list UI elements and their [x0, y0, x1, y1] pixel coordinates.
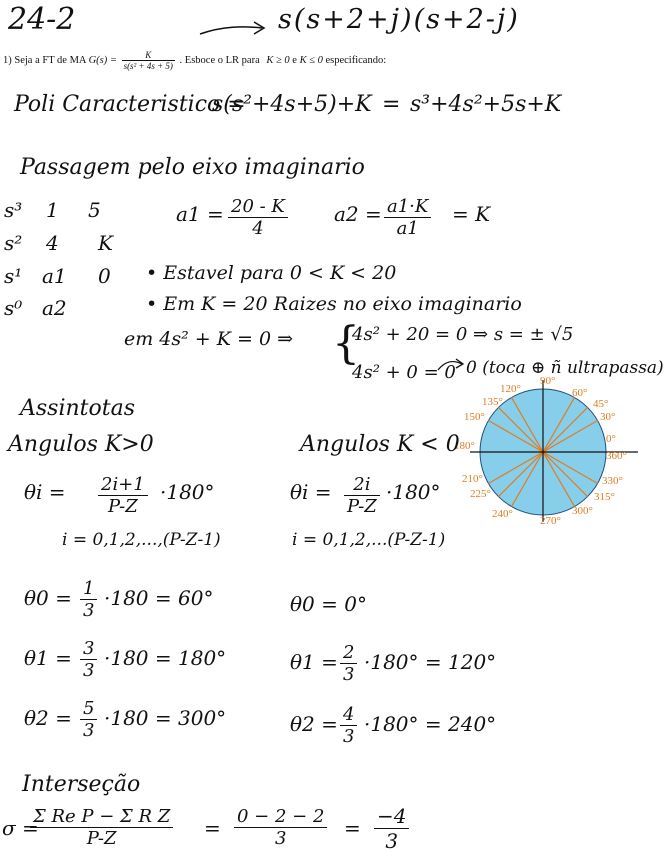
theta1-kneg-fraction — [340, 642, 357, 685]
theta-i-kneg-numerator: 2i — [344, 474, 380, 496]
theta-i-kpos-numerator: 2i+1 — [98, 474, 148, 496]
wheel-angle-label: 30° — [600, 411, 616, 423]
page-title: 24-2 — [8, 2, 76, 37]
theta1-kpos-rhs: ·180 = 180° — [104, 646, 227, 670]
arrow-icon — [198, 16, 268, 40]
char-poly-label: Poli Caracteristico = — [14, 92, 246, 117]
imaginary-axis-note: • Em K = 20 Raizes no eixo imaginario — [146, 293, 522, 315]
problem-middle: . Esboce o LR para — [179, 54, 260, 66]
a1-denominator: 4 — [252, 218, 264, 239]
condition-k-negative: K ≤ 0 — [299, 54, 323, 66]
routh-row-power: s⁰ — [4, 296, 23, 320]
theta0-kpos-fraction — [80, 578, 97, 621]
theta0-kpos-lhs: θ0 = — [24, 586, 72, 610]
asymptotes-title: Assintotas — [20, 396, 136, 421]
theta-i-kpos-rhs: ·180° — [160, 480, 215, 504]
theta2-kneg-numerator: 4 — [340, 704, 357, 726]
theta0-kneg: θ0 = 0° — [290, 592, 367, 616]
centroid-eq1: = — [204, 816, 221, 840]
theta0-kpos-numerator: 1 — [80, 578, 97, 600]
centroid-denominator: P-Z — [86, 828, 117, 849]
case-k0: 4s² + 0 = 0 — [352, 362, 456, 383]
transfer-function-fraction — [122, 50, 175, 71]
theta1-kpos-denominator: 3 — [83, 660, 95, 681]
centroid-result-fraction — [374, 804, 409, 853]
aux-equation: em 4s² + K = 0 ⇒ — [124, 328, 293, 350]
a2-numerator: a1·K — [384, 196, 431, 218]
theta2-kpos-rhs: ·180 = 300° — [104, 706, 227, 730]
routh-row-power: s¹ — [4, 264, 23, 288]
routh-table — [4, 198, 134, 328]
theta1-kpos-fraction — [80, 638, 97, 681]
theta2-kpos-fraction — [80, 698, 97, 741]
theta2-kpos-numerator: 5 — [80, 698, 97, 720]
case-k20: 4s² + 20 = 0 ⇒ s = ± √5 — [352, 324, 574, 345]
char-poly-expr2: s³+4s²+5s+K — [410, 92, 562, 117]
theta0-kpos-denominator: 3 — [83, 600, 95, 621]
theta1-kneg-numerator: 2 — [340, 642, 357, 664]
routh-row-power: s² — [4, 231, 23, 255]
theta2-kpos-denominator: 3 — [83, 720, 95, 741]
case-k0-result: 0 (toca ⊕ ñ ultrapassa) — [466, 358, 664, 378]
a2-denominator: a1 — [396, 218, 419, 239]
theta1-kneg-denominator: 3 — [343, 664, 355, 685]
a1-lhs: a1 = — [176, 202, 224, 226]
theta1-kpos-lhs: θ1 = — [24, 646, 72, 670]
routh-cell: 5 — [88, 198, 101, 222]
angles-kneg-heading: Angulos K < 0 — [300, 432, 460, 457]
theta1-kneg-rhs: ·180° = 120° — [364, 650, 497, 674]
theta1-kneg-lhs: θ1 = — [290, 650, 338, 674]
routh-row-power: s³ — [4, 198, 23, 222]
wheel-angle-label: 90° — [540, 375, 556, 387]
problem-prefix: 1) Seja a FT de MA — [3, 54, 86, 66]
theta-i-kneg-rhs: ·180° — [386, 480, 441, 504]
wheel-angle-label: 315° — [594, 491, 615, 503]
a1-fraction — [228, 196, 288, 239]
routh-cell: K — [98, 231, 113, 255]
theta-i-kneg-denominator: P-Z — [347, 496, 377, 517]
wheel-angle-label: 360° — [606, 450, 627, 462]
wheel-angle-label: 300° — [572, 505, 593, 517]
centroid-numerator: Σ Re P − Σ R Z — [30, 806, 173, 828]
wheel-angle-label: 225° — [470, 488, 491, 500]
wheel-angle-label: 240° — [492, 508, 513, 520]
transfer-function-lhs: G(s) = — [88, 54, 117, 66]
routh-cell: a1 — [42, 264, 67, 288]
wheel-angle-label: 210° — [462, 473, 483, 485]
theta2-kneg-fraction — [340, 704, 357, 747]
transfer-function-numerator: K — [122, 50, 175, 61]
a2-fraction — [384, 196, 431, 239]
wheel-angle-label: 60° — [572, 387, 588, 399]
conjunction: e — [292, 54, 297, 66]
centroid-value-numerator: 0 − 2 − 2 — [234, 806, 327, 828]
factored-denominator: s(s+2+j)(s+2-j) — [278, 4, 520, 35]
routh-cell: 4 — [46, 231, 59, 255]
theta-i-kpos-denominator: P-Z — [108, 496, 138, 517]
theta-i-kneg-fraction — [344, 474, 380, 517]
wheel-angle-label: 135° — [482, 396, 503, 408]
routh-cell: a2 — [42, 296, 67, 320]
index-range-kneg: i = 0,1,2,...(P-Z-1) — [292, 530, 446, 550]
wheel-angle-label: 150° — [464, 411, 485, 423]
centroid-value-fraction — [234, 806, 327, 849]
theta2-kneg-lhs: θ2 = — [290, 712, 338, 736]
problem-statement — [3, 50, 386, 71]
stability-note: • Estavel para 0 < K < 20 — [146, 262, 397, 284]
theta2-kpos-lhs: θ2 = — [24, 706, 72, 730]
theta2-kneg-rhs: ·180° = 240° — [364, 712, 497, 736]
condition-k-positive: K ≥ 0 — [266, 54, 290, 66]
theta0-kpos-rhs: ·180 = 60° — [104, 586, 214, 610]
routh-cell: 1 — [46, 198, 59, 222]
wheel-angle-label: 45° — [593, 398, 609, 410]
char-poly-equals: = — [382, 92, 401, 117]
wheel-angle-label: 0° — [606, 433, 616, 445]
wheel-angle-label: 120° — [500, 383, 521, 395]
angle-wheel — [448, 372, 669, 528]
angles-kpos-heading: Angulos K>0 — [8, 432, 154, 457]
wheel-angle-label: 180° — [454, 440, 475, 452]
theta1-kpos-numerator: 3 — [80, 638, 97, 660]
centroid-result-numerator: −4 — [374, 804, 409, 829]
theta-i-kpos-fraction — [98, 474, 148, 517]
theta-i-kneg-lhs: θi = — [290, 480, 332, 504]
centroid-eq2: = — [344, 816, 361, 840]
routh-cell: 0 — [98, 264, 111, 288]
theta2-kneg-denominator: 3 — [343, 726, 355, 747]
a2-result: = K — [452, 202, 491, 226]
transfer-function-denominator: s(s² + 4s + 5) — [123, 61, 173, 71]
centroid-value-denominator: 3 — [274, 828, 287, 849]
wheel-angle-label: 270° — [540, 515, 561, 527]
char-poly-expr1: s(s²+4s+5)+K — [212, 92, 372, 117]
intersection-title: Interseção — [22, 772, 141, 797]
centroid-result-denominator: 3 — [385, 829, 399, 853]
problem-suffix: especificando: — [325, 54, 387, 66]
wheel-angle-label: 330° — [602, 475, 623, 487]
a1-numerator: 20 - K — [228, 196, 288, 218]
a2-lhs: a2 = — [334, 202, 382, 226]
routh-title: Passagem pelo eixo imaginario — [20, 155, 365, 180]
sigma-lhs: σ = — [2, 816, 39, 840]
centroid-fraction — [30, 806, 173, 849]
index-range-kpos: i = 0,1,2,...,(P-Z-1) — [62, 530, 221, 550]
theta-i-kpos-lhs: θi = — [24, 480, 66, 504]
cases-brace: { — [332, 318, 360, 369]
